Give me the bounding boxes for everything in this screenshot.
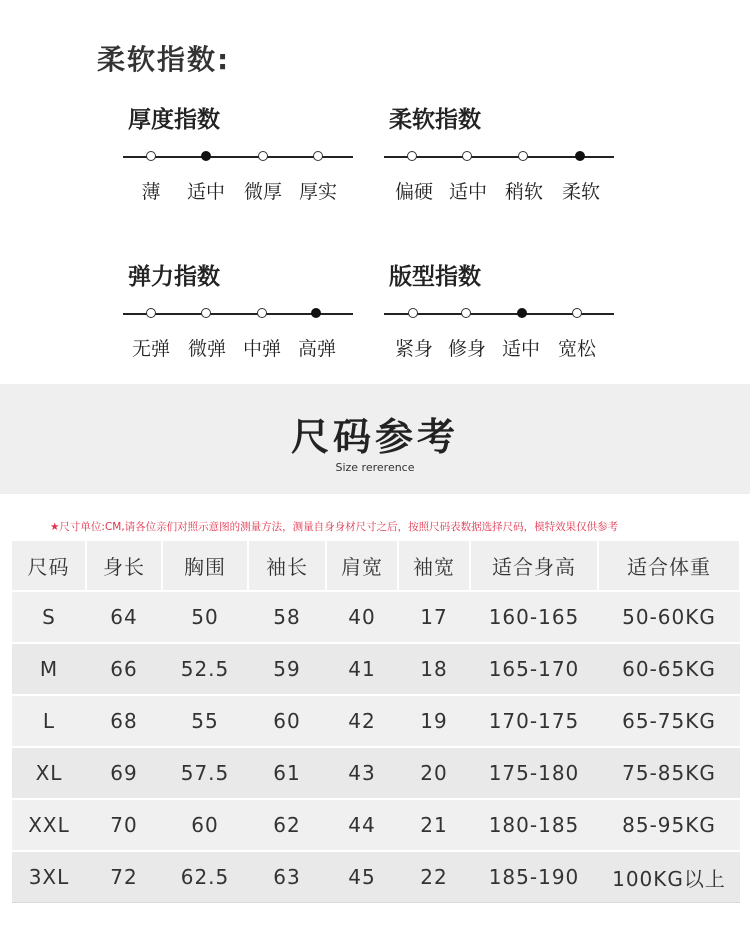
table-cell: 72 bbox=[86, 851, 162, 903]
header-cell: 袖宽 bbox=[398, 541, 470, 591]
gauge-dot bbox=[407, 151, 417, 161]
table-cell: 60 bbox=[248, 695, 326, 747]
gauge-label: 柔软 bbox=[561, 181, 601, 203]
table-cell: 62.5 bbox=[162, 851, 248, 903]
gauge-label: 适中 bbox=[448, 181, 488, 203]
gauge-dot bbox=[572, 308, 582, 318]
header-cell: 适合体重 bbox=[598, 541, 740, 591]
header-cell: 尺码 bbox=[12, 541, 86, 591]
table-cell: 42 bbox=[326, 695, 398, 747]
table-cell: 60 bbox=[162, 799, 248, 851]
table-cell: 60-65KG bbox=[598, 643, 740, 695]
header-cell: 肩宽 bbox=[326, 541, 398, 591]
table-cell: 180-185 bbox=[470, 799, 598, 851]
table-row bbox=[12, 591, 740, 643]
table-cell: 75-85KG bbox=[598, 747, 740, 799]
gauge-dot bbox=[146, 308, 156, 318]
gauge-dot bbox=[313, 151, 323, 161]
gauge-dot bbox=[461, 308, 471, 318]
gauge-dot bbox=[575, 151, 585, 161]
gauge-dot bbox=[517, 308, 527, 318]
gauge-title: 柔软指数 bbox=[389, 107, 481, 133]
size-reference-title: 尺码参考 bbox=[290, 415, 459, 459]
table-cell: XXL bbox=[12, 799, 86, 851]
table-cell: 41 bbox=[326, 643, 398, 695]
table-cell: 70 bbox=[86, 799, 162, 851]
table-cell: 19 bbox=[398, 695, 470, 747]
table-cell: 165-170 bbox=[470, 643, 598, 695]
gauge-label: 宽松 bbox=[557, 338, 597, 360]
table-row bbox=[12, 799, 740, 851]
table-cell: 64 bbox=[86, 591, 162, 643]
table-cell: 160-165 bbox=[470, 591, 598, 643]
gauge-dot bbox=[201, 308, 211, 318]
size-reference-subtitle: Size rererence bbox=[335, 461, 415, 474]
header-cell: 袖长 bbox=[248, 541, 326, 591]
gauge-dot bbox=[258, 151, 268, 161]
table-cell: L bbox=[12, 695, 86, 747]
table-row bbox=[12, 695, 740, 747]
gauge-title: 弹力指数 bbox=[128, 264, 220, 290]
table-cell: 40 bbox=[326, 591, 398, 643]
table-cell: 65-75KG bbox=[598, 695, 740, 747]
table-row bbox=[12, 747, 740, 799]
table-cell: 57.5 bbox=[162, 747, 248, 799]
table-cell: 22 bbox=[398, 851, 470, 903]
gauge-dot bbox=[257, 308, 267, 318]
header-cell: 身长 bbox=[86, 541, 162, 591]
gauge-label: 紧身 bbox=[394, 338, 434, 360]
table-cell: 44 bbox=[326, 799, 398, 851]
gauge-label: 修身 bbox=[447, 338, 487, 360]
gauge-label: 适中 bbox=[186, 181, 226, 203]
gauge-title: 厚度指数 bbox=[128, 107, 220, 133]
header-cell: 适合身高 bbox=[470, 541, 598, 591]
table-cell: XL bbox=[12, 747, 86, 799]
table-cell: 61 bbox=[248, 747, 326, 799]
gauge-label: 薄 bbox=[141, 181, 161, 203]
table-cell: 59 bbox=[248, 643, 326, 695]
gauge-label: 厚实 bbox=[298, 181, 338, 203]
table-cell: 50-60KG bbox=[598, 591, 740, 643]
gauge-dot bbox=[408, 308, 418, 318]
table-cell: 63 bbox=[248, 851, 326, 903]
gauge-label: 无弹 bbox=[131, 338, 171, 360]
gauge-label: 微弹 bbox=[187, 338, 227, 360]
table-cell: M bbox=[12, 643, 86, 695]
table-cell: 62 bbox=[248, 799, 326, 851]
gauge-title: 版型指数 bbox=[389, 264, 481, 290]
gauge-dot bbox=[462, 151, 472, 161]
size-table bbox=[12, 541, 741, 903]
header-cell: 胸围 bbox=[162, 541, 248, 591]
gauge-dot bbox=[311, 308, 321, 318]
table-cell: 68 bbox=[86, 695, 162, 747]
gauge-label: 高弹 bbox=[297, 338, 337, 360]
gauge-label: 微厚 bbox=[243, 181, 283, 203]
table-row bbox=[12, 643, 740, 695]
table-cell: 20 bbox=[398, 747, 470, 799]
gauge-label: 适中 bbox=[501, 338, 541, 360]
page-title: 柔软指数: bbox=[97, 43, 231, 76]
measurement-note: ★尺寸单位:CM,请各位亲们对照示意图的测量方法，测量自身身材尺寸之后，按照尺码表数据选择尺码，模特效果仅供参考 bbox=[50, 521, 619, 533]
table-cell: 21 bbox=[398, 799, 470, 851]
table-cell: 170-175 bbox=[470, 695, 598, 747]
gauge-label: 偏硬 bbox=[394, 181, 434, 203]
gauge-dot bbox=[201, 151, 211, 161]
table-cell: 43 bbox=[326, 747, 398, 799]
size-reference-banner bbox=[0, 384, 750, 494]
gauge-dot bbox=[146, 151, 156, 161]
table-cell: 17 bbox=[398, 591, 470, 643]
table-cell: 69 bbox=[86, 747, 162, 799]
table-cell: 3XL bbox=[12, 851, 86, 903]
table-cell: S bbox=[12, 591, 86, 643]
gauge-label: 稍软 bbox=[504, 181, 544, 203]
table-header-row bbox=[12, 541, 740, 591]
table-cell: 185-190 bbox=[470, 851, 598, 903]
table-cell: 52.5 bbox=[162, 643, 248, 695]
table-cell: 50 bbox=[162, 591, 248, 643]
table-cell: 66 bbox=[86, 643, 162, 695]
table-cell: 55 bbox=[162, 695, 248, 747]
table-cell: 85-95KG bbox=[598, 799, 740, 851]
table-row bbox=[12, 851, 740, 903]
table-cell: 100KG以上 bbox=[598, 851, 740, 903]
table-cell: 18 bbox=[398, 643, 470, 695]
table-cell: 175-180 bbox=[470, 747, 598, 799]
table-cell: 45 bbox=[326, 851, 398, 903]
gauge-dot bbox=[518, 151, 528, 161]
table-cell: 58 bbox=[248, 591, 326, 643]
gauge-label: 中弹 bbox=[242, 338, 282, 360]
